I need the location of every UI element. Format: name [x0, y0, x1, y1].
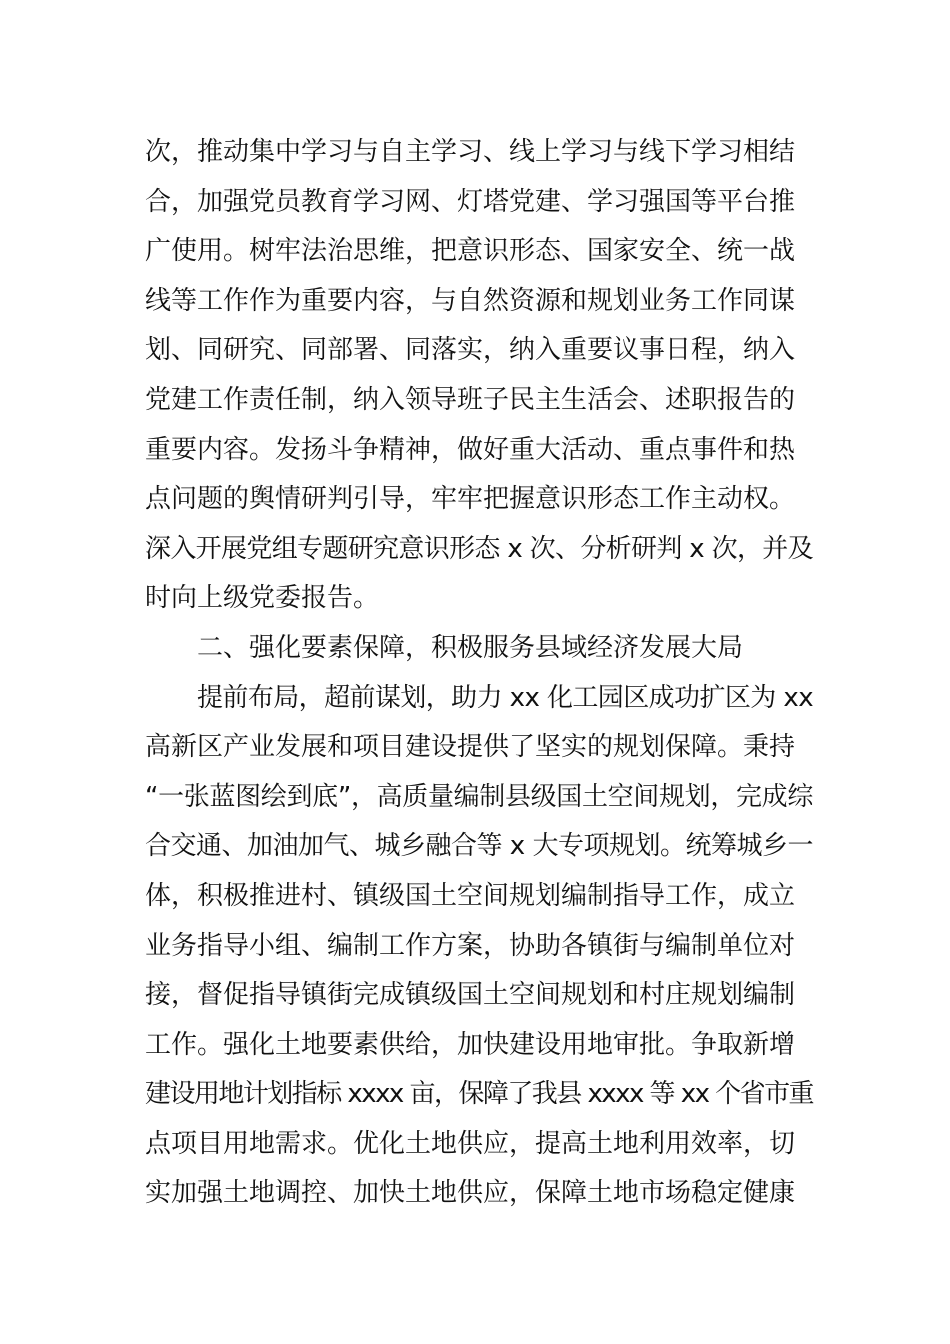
- text-line: 接，督促指导镇街完成镇级国土空间规划和村庄规划编制: [145, 980, 796, 1011]
- text-line: “一张蓝图绘到底”，高质量编制县级国土空间规划，完成综: [145, 781, 813, 812]
- section-heading: 二、强化要素保障，积极服务县域经济发展大局: [197, 632, 744, 663]
- text-line: 党建工作责任制，纳入领导班子民主生活会、述职报告的: [145, 384, 796, 415]
- text-line: 广使用。树牢法治思维，把意识形态、国家安全、统一战: [145, 236, 796, 267]
- text-line: 体，积极推进村、镇级国土空间规划编制指导工作，成立: [145, 880, 796, 911]
- text-line: 时向上级党委报告。: [145, 583, 380, 614]
- text-line: 次，推动集中学习与自主学习、线上学习与线下学习相结: [145, 137, 796, 167]
- text-line: 重要内容。发扬斗争精神，做好重大活动、重点事件和热: [145, 434, 796, 465]
- text-line: 深入开展党组专题研究意识形态 x 次、分析研判 x 次，并及: [145, 533, 813, 564]
- text-line: 点问题的舆情研判引导，牢牢把握意识形态工作主动权。: [145, 484, 796, 515]
- text-line: 点项目用地需求。优化土地供应，提高土地利用效率，切: [145, 1128, 796, 1159]
- text-line: 划、同研究、同部署、同落实，纳入重要议事日程，纳入: [145, 335, 796, 366]
- text-line: 线等工作作为重要内容，与自然资源和规划业务工作同谋: [145, 285, 796, 316]
- text-line: 高新区产业发展和项目建设提供了坚实的规划保障。秉持: [145, 732, 796, 763]
- text-line: 实加强土地调控、加快土地供应，保障土地市场稳定健康: [145, 1178, 796, 1209]
- text-line: 提前布局，超前谋划，助力 xx 化工园区成功扩区为 xx: [197, 682, 813, 713]
- text-line: 合交通、加油加气、城乡融合等 x 大专项规划。统筹城乡一: [145, 831, 813, 862]
- body-text: [145, 128, 813, 1219]
- text-line: 工作。强化土地要素供给，加快建设用地审批。争取新增: [145, 1029, 796, 1060]
- text-line: 建设用地计划指标 xxxx 亩，保障了我县 xxxx 等 xx 个省市重: [145, 1079, 813, 1110]
- text-line: 业务指导小组、编制工作方案，协助各镇街与编制单位对: [145, 930, 796, 961]
- text-line: 合，加强党员教育学习网、灯塔党建、学习强国等平台推: [145, 186, 796, 217]
